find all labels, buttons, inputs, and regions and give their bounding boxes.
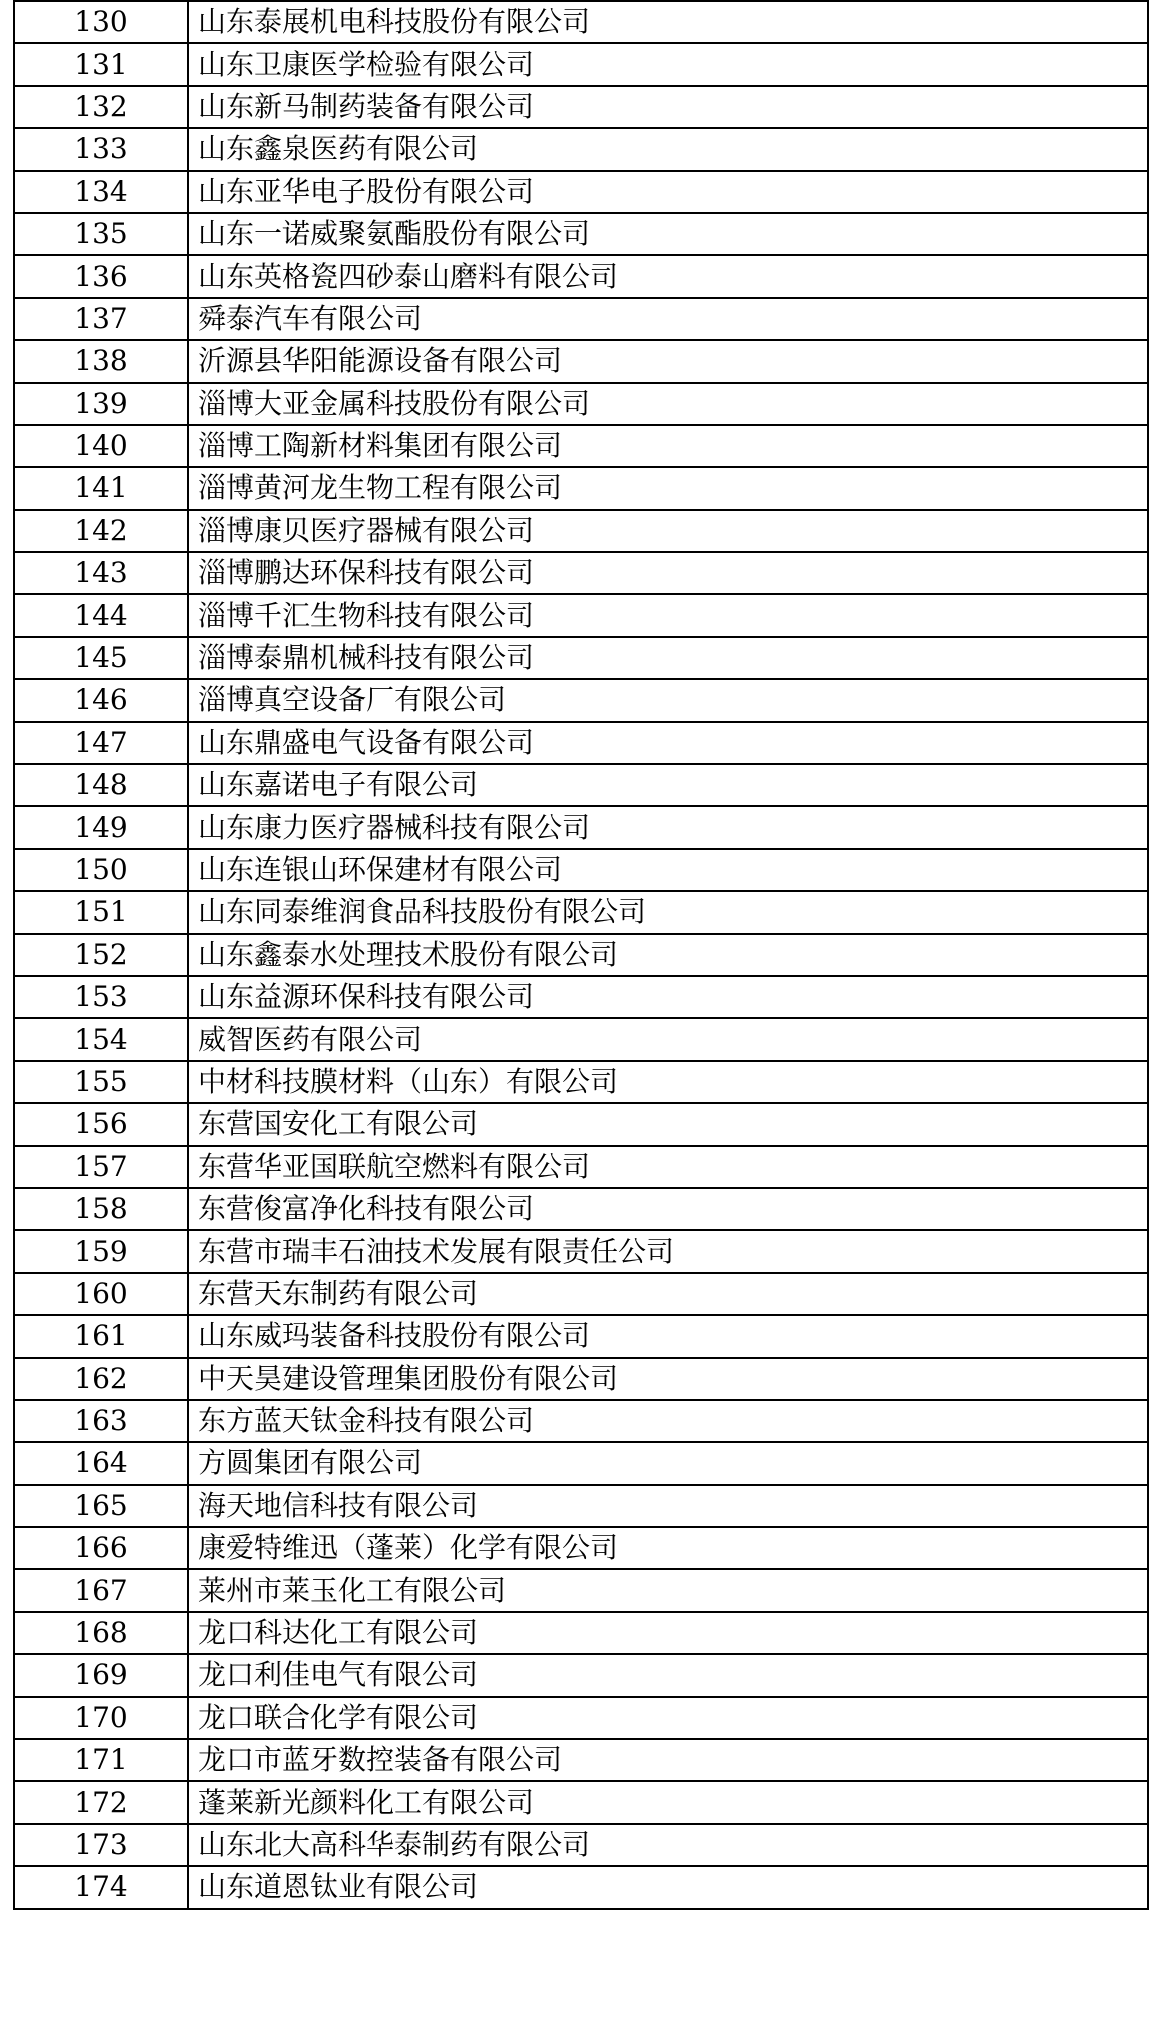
row-number-cell: 155 — [14, 1061, 188, 1103]
table-row — [14, 86, 1148, 128]
row-number-cell: 157 — [14, 1146, 188, 1188]
company-name-cell: 东营俊富净化科技有限公司 — [188, 1188, 1148, 1230]
row-number-cell: 133 — [14, 128, 188, 170]
table-row — [14, 1739, 1148, 1781]
row-number-cell: 173 — [14, 1824, 188, 1866]
company-name-cell: 东营市瑞丰石油技术发展有限责任公司 — [188, 1230, 1148, 1272]
company-name-cell: 山东英格瓷四砂泰山磨料有限公司 — [188, 255, 1148, 297]
row-number-cell: 152 — [14, 934, 188, 976]
row-number-cell: 174 — [14, 1866, 188, 1908]
company-name-cell: 东方蓝天钛金科技有限公司 — [188, 1400, 1148, 1442]
company-name-cell: 山东一诺威聚氨酯股份有限公司 — [188, 213, 1148, 255]
table-row — [14, 1061, 1148, 1103]
company-name-cell: 威智医药有限公司 — [188, 1018, 1148, 1060]
company-name-cell: 中天昊建设管理集团股份有限公司 — [188, 1358, 1148, 1400]
row-number-cell: 164 — [14, 1442, 188, 1484]
company-name-cell: 方圆集团有限公司 — [188, 1442, 1148, 1484]
row-number-cell: 169 — [14, 1654, 188, 1696]
table-row — [14, 976, 1148, 1018]
row-number-cell: 134 — [14, 171, 188, 213]
company-name-cell: 山东同泰维润食品科技股份有限公司 — [188, 891, 1148, 933]
row-number-cell: 137 — [14, 298, 188, 340]
row-number-cell: 146 — [14, 679, 188, 721]
company-list-page — [13, 0, 1149, 1910]
row-number-cell: 171 — [14, 1739, 188, 1781]
table-row — [14, 1, 1148, 43]
row-number-cell: 136 — [14, 255, 188, 297]
company-name-cell: 海天地信科技有限公司 — [188, 1485, 1148, 1527]
company-name-cell: 山东连银山环保建材有限公司 — [188, 849, 1148, 891]
table-row — [14, 1485, 1148, 1527]
company-name-cell: 莱州市莱玉化工有限公司 — [188, 1569, 1148, 1611]
row-number-cell: 168 — [14, 1612, 188, 1654]
row-number-cell: 153 — [14, 976, 188, 1018]
row-number-cell: 139 — [14, 383, 188, 425]
company-name-cell: 淄博工陶新材料集团有限公司 — [188, 425, 1148, 467]
table-row — [14, 425, 1148, 467]
row-number-cell: 161 — [14, 1315, 188, 1357]
row-number-cell: 148 — [14, 764, 188, 806]
row-number-cell: 165 — [14, 1485, 188, 1527]
table-row — [14, 594, 1148, 636]
table-row — [14, 255, 1148, 297]
company-name-cell: 淄博鹏达环保科技有限公司 — [188, 552, 1148, 594]
row-number-cell: 166 — [14, 1527, 188, 1569]
company-name-cell: 中材科技膜材料（山东）有限公司 — [188, 1061, 1148, 1103]
company-name-cell: 山东鑫泰水处理技术股份有限公司 — [188, 934, 1148, 976]
company-name-cell: 沂源县华阳能源设备有限公司 — [188, 340, 1148, 382]
row-number-cell: 138 — [14, 340, 188, 382]
row-number-cell: 167 — [14, 1569, 188, 1611]
company-name-cell: 山东鼎盛电气设备有限公司 — [188, 722, 1148, 764]
row-number-cell: 145 — [14, 637, 188, 679]
row-number-cell: 158 — [14, 1188, 188, 1230]
company-name-cell: 东营国安化工有限公司 — [188, 1103, 1148, 1145]
company-name-cell: 舜泰汽车有限公司 — [188, 298, 1148, 340]
table-row — [14, 1103, 1148, 1145]
company-name-cell: 龙口市蓝牙数控装备有限公司 — [188, 1739, 1148, 1781]
row-number-cell: 172 — [14, 1781, 188, 1823]
company-list-body — [14, 1, 1148, 1909]
company-name-cell: 山东嘉诺电子有限公司 — [188, 764, 1148, 806]
row-number-cell: 141 — [14, 467, 188, 509]
table-row — [14, 1315, 1148, 1357]
company-name-cell: 山东康力医疗器械科技有限公司 — [188, 806, 1148, 848]
table-row — [14, 383, 1148, 425]
row-number-cell: 132 — [14, 86, 188, 128]
row-number-cell: 156 — [14, 1103, 188, 1145]
table-row — [14, 340, 1148, 382]
company-name-cell: 淄博泰鼎机械科技有限公司 — [188, 637, 1148, 679]
company-name-cell: 山东威玛装备科技股份有限公司 — [188, 1315, 1148, 1357]
table-row — [14, 1146, 1148, 1188]
table-row — [14, 1018, 1148, 1060]
row-number-cell: 147 — [14, 722, 188, 764]
company-name-cell: 山东北大高科华泰制药有限公司 — [188, 1824, 1148, 1866]
table-row — [14, 891, 1148, 933]
row-number-cell: 143 — [14, 552, 188, 594]
table-row — [14, 552, 1148, 594]
company-list-table — [13, 0, 1149, 1910]
company-name-cell: 淄博康贝医疗器械有限公司 — [188, 510, 1148, 552]
table-row — [14, 1273, 1148, 1315]
table-row — [14, 1824, 1148, 1866]
table-row — [14, 43, 1148, 85]
company-name-cell: 龙口科达化工有限公司 — [188, 1612, 1148, 1654]
table-row — [14, 1654, 1148, 1696]
row-number-cell: 150 — [14, 849, 188, 891]
table-row — [14, 1866, 1148, 1908]
row-number-cell: 149 — [14, 806, 188, 848]
company-name-cell: 山东亚华电子股份有限公司 — [188, 171, 1148, 213]
table-row — [14, 467, 1148, 509]
company-name-cell: 龙口利佳电气有限公司 — [188, 1654, 1148, 1696]
row-number-cell: 142 — [14, 510, 188, 552]
row-number-cell: 151 — [14, 891, 188, 933]
row-number-cell: 162 — [14, 1358, 188, 1400]
table-row — [14, 806, 1148, 848]
row-number-cell: 163 — [14, 1400, 188, 1442]
company-name-cell: 淄博黄河龙生物工程有限公司 — [188, 467, 1148, 509]
row-number-cell: 160 — [14, 1273, 188, 1315]
table-row — [14, 679, 1148, 721]
company-name-cell: 淄博真空设备厂有限公司 — [188, 679, 1148, 721]
table-row — [14, 1400, 1148, 1442]
company-name-cell: 山东道恩钛业有限公司 — [188, 1866, 1148, 1908]
company-name-cell: 东营华亚国联航空燃料有限公司 — [188, 1146, 1148, 1188]
company-name-cell: 龙口联合化学有限公司 — [188, 1697, 1148, 1739]
table-row — [14, 1781, 1148, 1823]
table-row — [14, 1527, 1148, 1569]
table-row — [14, 722, 1148, 764]
company-name-cell: 山东鑫泉医药有限公司 — [188, 128, 1148, 170]
table-row — [14, 1358, 1148, 1400]
company-name-cell: 山东益源环保科技有限公司 — [188, 976, 1148, 1018]
table-row — [14, 510, 1148, 552]
row-number-cell: 140 — [14, 425, 188, 467]
company-name-cell: 山东卫康医学检验有限公司 — [188, 43, 1148, 85]
row-number-cell: 159 — [14, 1230, 188, 1272]
table-row — [14, 934, 1148, 976]
row-number-cell: 170 — [14, 1697, 188, 1739]
row-number-cell: 144 — [14, 594, 188, 636]
row-number-cell: 154 — [14, 1018, 188, 1060]
row-number-cell: 131 — [14, 43, 188, 85]
table-row — [14, 1442, 1148, 1484]
company-name-cell: 蓬莱新光颜料化工有限公司 — [188, 1781, 1148, 1823]
company-name-cell: 康爱特维迅（蓬莱）化学有限公司 — [188, 1527, 1148, 1569]
table-row — [14, 171, 1148, 213]
company-name-cell: 山东泰展机电科技股份有限公司 — [188, 1, 1148, 43]
table-row — [14, 213, 1148, 255]
table-row — [14, 298, 1148, 340]
table-row — [14, 1230, 1148, 1272]
row-number-cell: 130 — [14, 1, 188, 43]
company-name-cell: 淄博大亚金属科技股份有限公司 — [188, 383, 1148, 425]
table-row — [14, 1188, 1148, 1230]
table-row — [14, 637, 1148, 679]
table-row — [14, 128, 1148, 170]
company-name-cell: 东营天东制药有限公司 — [188, 1273, 1148, 1315]
company-name-cell: 山东新马制药装备有限公司 — [188, 86, 1148, 128]
table-row — [14, 1697, 1148, 1739]
table-row — [14, 849, 1148, 891]
company-name-cell: 淄博千汇生物科技有限公司 — [188, 594, 1148, 636]
row-number-cell: 135 — [14, 213, 188, 255]
table-row — [14, 1569, 1148, 1611]
table-row — [14, 764, 1148, 806]
table-row — [14, 1612, 1148, 1654]
